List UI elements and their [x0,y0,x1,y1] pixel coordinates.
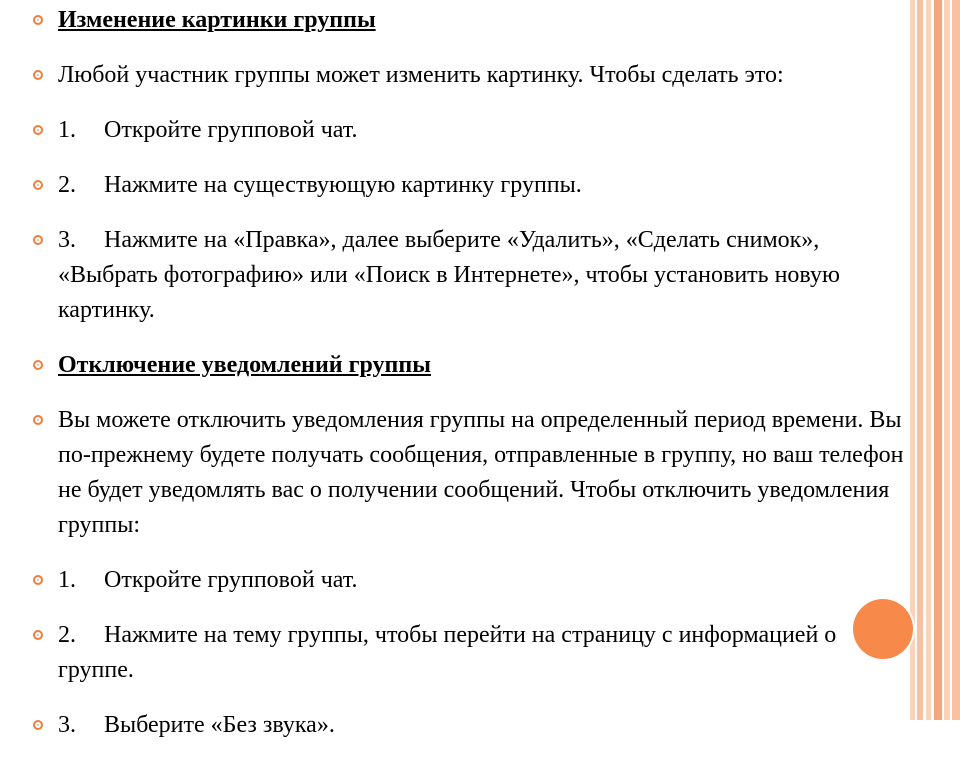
step-number: 1. [58,117,76,143]
bullet-icon [33,70,43,80]
bullet-icon [33,415,43,425]
step-text: Нажмите на существующую картинку группы. [104,172,582,198]
bullet-icon [33,125,43,135]
section-heading: Изменение картинки группы [58,7,376,33]
list-item [33,58,913,93]
stripe [944,0,950,720]
decorative-stripes [906,0,960,720]
bullet-icon [33,360,43,370]
paragraph-text: Вы можете отключить уведомления группы на определенный период времени. Вы по-прежнему будете получать сообщения, отправленные в группу, но ваш телефон не будет уведомлять вас о получении сообщений. Чтобы отключить уведомления группы: [58,407,904,538]
stripe [934,0,942,720]
step-number: 1. [58,567,76,593]
step-text: Откройте групповой чат. [104,567,358,593]
step-text: Нажмите на тему группы, чтобы перейти на страницу с информацией о группе. [58,622,837,683]
content-area [33,0,913,763]
list-item-step [33,563,913,598]
step-text: Нажмите на «Правка», далее выберите «Удалить», «Сделать снимок», «Выбрать фотографию» или «Поиск в Интернете», чтобы установить новую картинку. [58,227,840,323]
step-number: 2. [58,622,76,648]
list-item-heading [33,3,913,38]
step-number: 3. [58,712,76,738]
step-number: 3. [58,227,76,253]
step-text: Откройте групповой чат. [104,117,358,143]
section-heading: Отключение уведомлений группы [58,352,431,378]
stripe [917,0,923,720]
step-text: Выберите «Без звука». [104,712,335,738]
list-item-step [33,708,913,743]
bullet-icon [33,235,43,245]
stripe [926,0,931,720]
list-item-heading [33,348,913,383]
step-number: 2. [58,172,76,198]
list-item [33,403,913,543]
bullet-icon [33,630,43,640]
stripe [952,0,960,720]
list-item-step [33,168,913,203]
paragraph-text: Любой участник группы может изменить картинку. Чтобы сделать это: [58,62,784,88]
bullet-icon [33,720,43,730]
list-item-step [33,618,913,688]
bullet-icon [33,15,43,25]
list-item-step [33,223,913,328]
bullet-icon [33,180,43,190]
bullet-icon [33,575,43,585]
list-item-step [33,113,913,148]
